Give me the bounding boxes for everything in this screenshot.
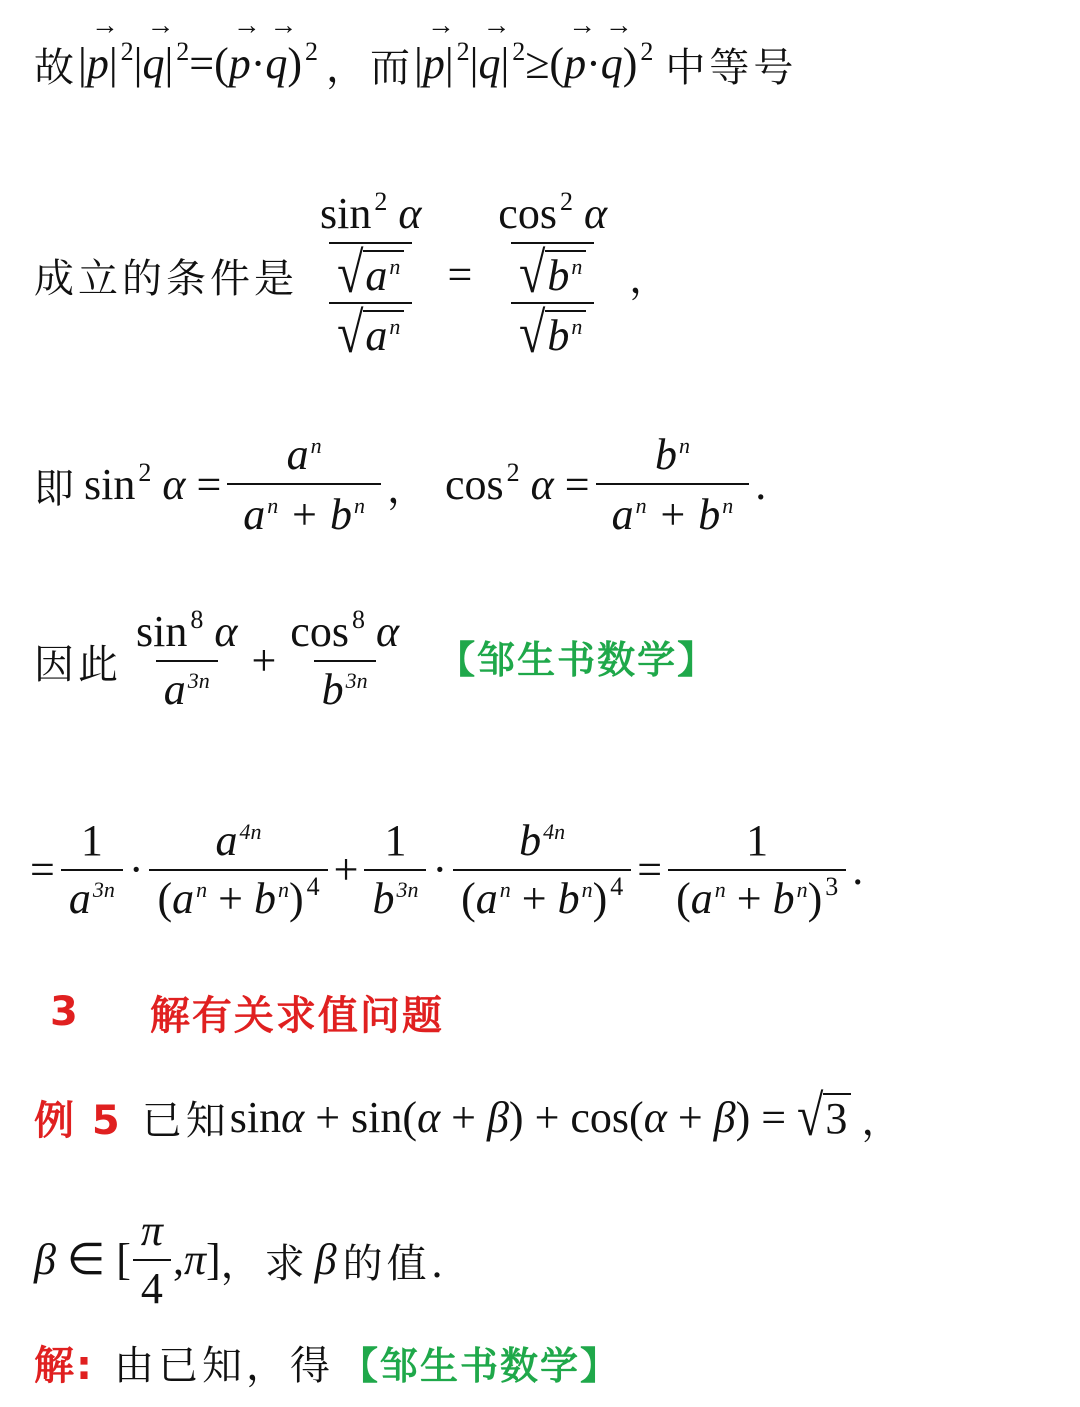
- period: .: [852, 845, 864, 894]
- text-er: ，而: [326, 44, 415, 91]
- formula-norm-product: |→ p| $^2$|→ q| $^2$=(→ p·→ q) $^2$: [78, 42, 318, 86]
- example-text: 已知: [141, 1097, 230, 1144]
- fraction-cos: cos $^2$ α √ $b^n$ √ $b^n$: [498, 187, 608, 366]
- condition-text: ，求: [220, 1240, 309, 1287]
- example-label: 例 5: [34, 1097, 122, 1144]
- text-zhong-deng-hao: 中等号: [665, 44, 798, 91]
- dot-operator: ·: [128, 845, 144, 894]
- dot-operator: ·: [432, 845, 448, 894]
- solution-text: 由已知，得: [114, 1342, 334, 1389]
- text-yin-ci: 因此: [34, 641, 122, 688]
- fraction-sin: sin $^2$ α √ $a^n$ √ $a^n$: [320, 187, 422, 366]
- text-condition: 成立的条件是: [34, 255, 298, 302]
- fraction-sin-result: $\frac{a^n}{a^n + b^n}$: [227, 433, 381, 537]
- equals-sign: =: [30, 845, 55, 894]
- comma: ，: [629, 255, 674, 302]
- derivation-line-3: [34, 420, 766, 550]
- condition-suffix: 的值.: [342, 1240, 448, 1287]
- derivation-line-1: [34, 34, 797, 94]
- plus-sign: +: [333, 845, 359, 894]
- fraction-a4n: $\frac{a^{4n}}{(a^n + b^n) ^4}$: [149, 819, 327, 921]
- equals-sign: =: [637, 845, 663, 894]
- section-heading: [50, 982, 444, 1042]
- watermark-label: 【邹生书数学】: [340, 1343, 621, 1388]
- text-gu: 故: [34, 44, 78, 91]
- fraction-1-b3n: $\frac{1}{b^{3n}}$: [364, 819, 426, 921]
- period: .: [755, 460, 767, 509]
- beta-range-end: ,π]: [172, 1235, 221, 1284]
- beta-symbol: β: [314, 1235, 337, 1284]
- sin-squared: sin $^2$ α =: [84, 458, 222, 509]
- comma: ，: [861, 1097, 906, 1144]
- beta-range: β ∈ [: [34, 1235, 131, 1284]
- plus-sign: +: [251, 636, 277, 685]
- derivation-line-5: [30, 800, 863, 940]
- equals-sign: =: [447, 250, 473, 299]
- example-5-line: [34, 1085, 905, 1149]
- fraction-result: $\frac{1}{(a^n + b^n) ^3}$: [668, 819, 846, 921]
- beta-condition-line: [34, 1205, 447, 1315]
- text-ji: 即: [34, 465, 78, 512]
- cos-squared: cos $^2$ α =: [445, 458, 590, 509]
- fraction-sin8: $\frac{\sin ^8 \alpha}{a^{3n}}$: [136, 605, 238, 714]
- formula-inequality: |→ p| $^2$|→ q| $^2$≥(→ p·→ q) $^2$: [414, 42, 653, 86]
- solution-label: 解:: [34, 1342, 94, 1389]
- solution-line: [34, 1330, 620, 1394]
- watermark-label: 【邹生书数学】: [437, 637, 718, 682]
- fraction-b4n: $\frac{b^{4n}}{(a^n + b^n) ^4}$: [453, 819, 631, 921]
- fraction-cos8: $\frac{\cos ^8 \alpha}{b^{3n}}$: [290, 605, 400, 714]
- derivation-line-4: [34, 596, 717, 726]
- section-number: 3: [50, 989, 80, 1035]
- fraction-cos-result: $\frac{b^n}{a^n + b^n}$: [596, 433, 750, 537]
- fraction-pi-4: $\frac{\pi}{4}$: [133, 1209, 171, 1311]
- derivation-line-2: [34, 160, 673, 390]
- fraction-1-a3n: $\frac{1}{a^{3n}}$: [61, 819, 123, 921]
- section-title: 解有关求值问题: [149, 992, 444, 1039]
- comma: ，: [387, 465, 431, 512]
- example-equation: sinα + sin(α + β) + cos(α + β) = √ 3: [230, 1093, 852, 1141]
